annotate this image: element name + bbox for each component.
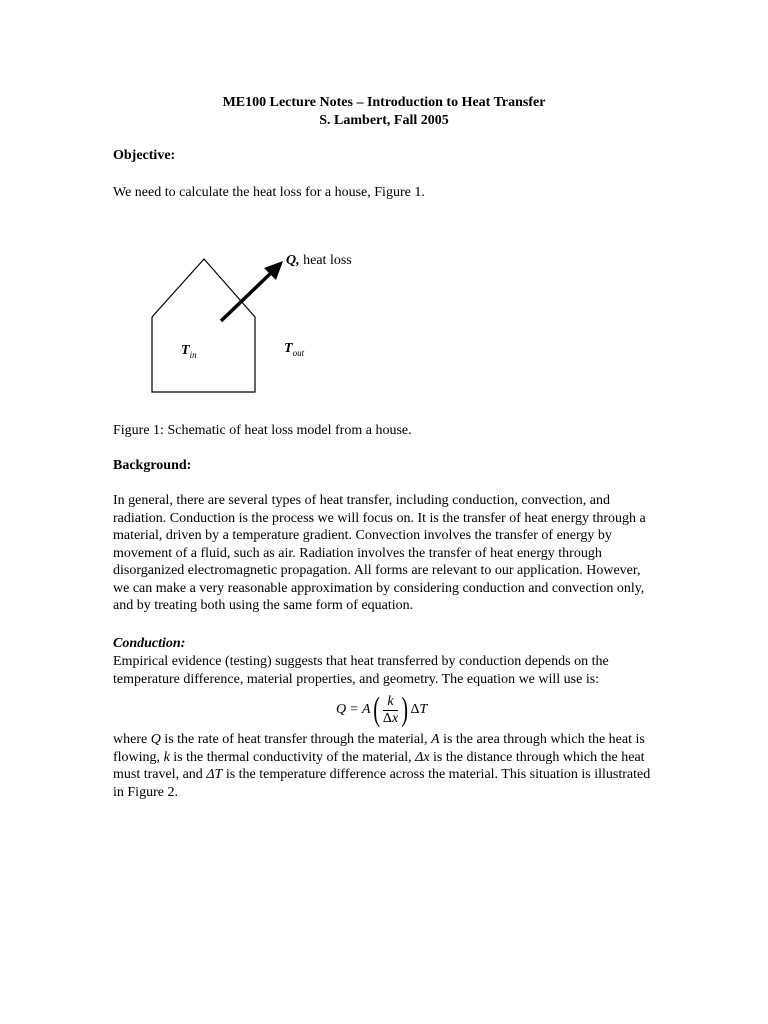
heat-loss-arrow-shaft xyxy=(221,271,273,321)
eq-right-paren: ) xyxy=(401,691,409,728)
t-in-symbol: T xyxy=(181,343,190,358)
t-in-subscript: in xyxy=(189,349,197,360)
eq-lhs: Q xyxy=(336,702,347,717)
eq-fraction xyxy=(383,694,398,727)
eq-area: A xyxy=(362,702,371,717)
eq-numerator: k xyxy=(383,694,397,711)
conduction-equation xyxy=(336,690,427,730)
q-symbol: Q, xyxy=(286,253,300,268)
house-outline xyxy=(152,259,255,392)
explain-text-2: is the rate of heat transfer through the material, xyxy=(160,732,431,747)
t-out-symbol: T xyxy=(284,341,293,356)
eq-t: T xyxy=(419,702,428,717)
conduction-intro: Empirical evidence (testing) suggests that heat transferred by conduction depends on the temperature difference, material properties, and geometry. The equation we will use is: xyxy=(113,654,609,687)
explain-var-dx: Δx xyxy=(415,749,430,765)
conduction-explanation xyxy=(113,731,653,801)
figure1-caption: Figure 1: Schematic of heat loss model from a house. xyxy=(113,423,412,438)
objective-text: We need to calculate the heat loss for a house, Figure 1. xyxy=(113,185,425,200)
explain-var-q: Q xyxy=(150,732,161,747)
background-paragraph: In general, there are several types of heat transfer, including conduction, convection, and radiation. Conduction is the process we will focus on. It is the transfer of heat energy through a material, driven by a temperature gradient. Convection involves the transfer of energy by movement of a fluid, such as air. Radiation involves the transfer of heat energy through disorganized electromagnetic propagation. All forms are relevant to our application. However, we can make a very reasonable approximation by considering conduction and convection only, and by treating both using the same form of equation. xyxy=(113,493,646,613)
eq-left-paren: ( xyxy=(372,691,380,728)
document-title: ME100 Lecture Notes – Introduction to Heat Transfer xyxy=(222,95,546,110)
eq-denominator xyxy=(383,711,398,727)
explain-text-6: is the temperature difference across the material. This situation is illustrated in Figure 2. xyxy=(113,767,651,800)
explain-var-k: k xyxy=(163,749,170,765)
eq-den-x: x xyxy=(391,710,399,726)
t-in-label xyxy=(181,343,197,363)
heat-loss-text: heat loss xyxy=(299,253,352,268)
explain-text-1: where xyxy=(113,732,151,747)
t-out-subscript: out xyxy=(292,347,305,358)
house-heat-loss-diagram xyxy=(140,245,400,405)
house-diagram-svg xyxy=(140,245,400,405)
explain-text-5: is the distance through which the heat must travel, and xyxy=(113,749,645,782)
background-heading: Background: xyxy=(113,458,192,473)
explain-var-a: A xyxy=(431,732,440,747)
heat-loss-label xyxy=(286,253,352,269)
explain-text-4: is the thermal conductivity of the material, xyxy=(169,749,416,765)
explain-text-3: is the area through which the heat is flowing, xyxy=(113,732,645,765)
document-author: S. Lambert, Fall 2005 xyxy=(319,113,449,128)
eq-den-delta: Δ xyxy=(382,710,392,726)
conduction-heading: Conduction: xyxy=(113,636,186,651)
explain-var-dt: ΔT xyxy=(206,767,223,782)
eq-delta: Δ xyxy=(410,702,420,717)
eq-equals: = xyxy=(350,702,359,717)
eq-delta-t xyxy=(410,702,427,718)
t-out-label xyxy=(284,341,304,361)
objective-heading: Objective: xyxy=(113,148,176,163)
